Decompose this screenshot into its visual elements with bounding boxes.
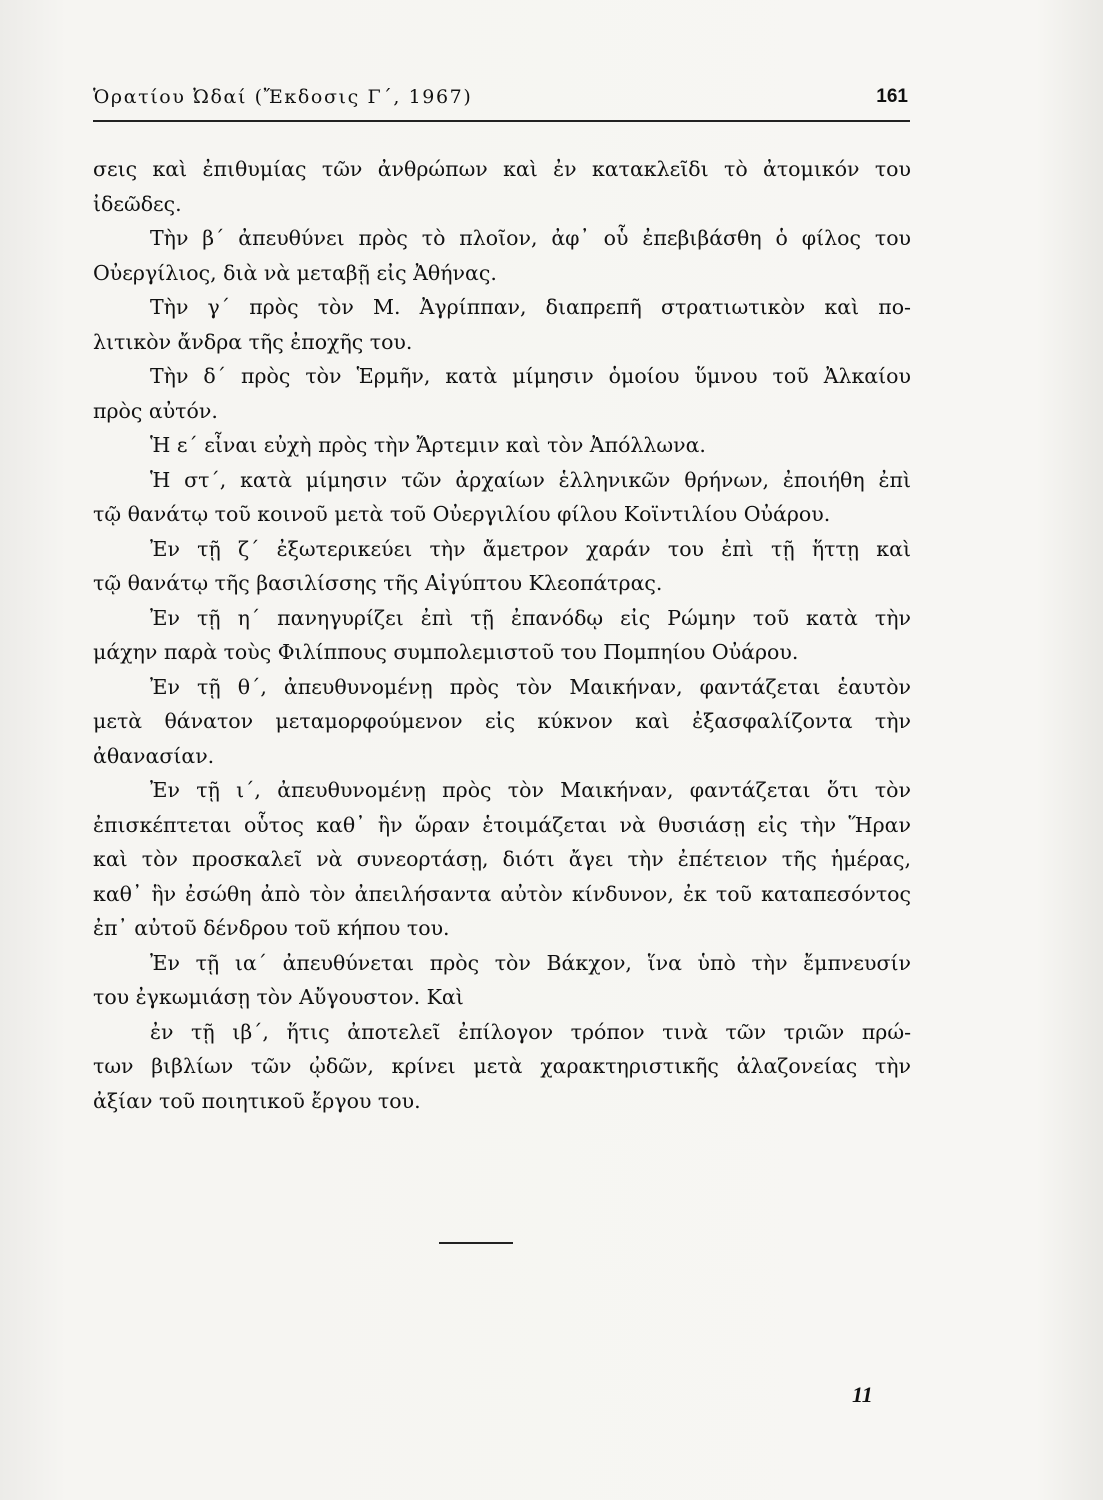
text-line: καὶ τὸν προσκαλεῖ νὰ συνεορτάσῃ, διότι ἄγει τὴν ἐπέτειον τῆς ἡμέρας, xyxy=(93,847,911,871)
text-line: ἰδεῶδες. xyxy=(93,191,182,216)
text-line: σεις καὶ ἐπιθυμίας τῶν ἀνθρώπων καὶ ἐν κατακλεῖδι τὸ ἀτομικόν του xyxy=(93,157,911,181)
running-header xyxy=(93,86,910,122)
paragraph xyxy=(93,290,911,359)
text-line: καθ᾿ ἣν ἐσώθη ἀπὸ τὸν ἀπειλήσαντα αὐτὸν κίνδυνον, ἐκ τοῦ καταπεσόντος xyxy=(93,881,911,906)
text-line: ἀξίαν τοῦ ποιητικοῦ ἔργου του. xyxy=(93,1088,421,1113)
text-line: Ἐν τῇ θ΄, ἀπευθυνομένῃ πρὸς τὸν Μαικήναν, φαντάζεται ἑαυτὸν xyxy=(150,674,911,699)
paragraph xyxy=(93,428,911,463)
paragraph xyxy=(93,1015,911,1119)
signature-mark: 11 xyxy=(852,1382,873,1407)
paragraph xyxy=(93,463,911,532)
text-line: ἀθανασίαν. xyxy=(93,743,215,768)
paragraph xyxy=(93,532,911,601)
text-line: Ἐν τῇ ια΄ ἀπευθύνεται πρὸς τὸν Βάκχον, ἵνα ὑπὸ τὴν ἔμπνευσίν xyxy=(150,950,911,975)
text-line: ἐπισκέπτεται οὗτος καθ᾿ ἣν ὥραν ἑτοιμάζεται νὰ θυσιάσῃ εἰς τὴν Ἥραν xyxy=(93,812,911,837)
paragraph xyxy=(93,152,911,221)
text-line: Τὴν δ΄ πρὸς τὸν Ἑρμῆν, κατὰ μίμησιν ὁμοίου ὕμνου τοῦ Ἀλκαίου xyxy=(150,364,911,388)
paragraph xyxy=(93,773,911,946)
text-line: Οὐεργίλιος, διὰ νὰ μεταβῇ εἰς Ἀθήνας. xyxy=(93,260,497,285)
text-line: τῷ θανάτῳ τοῦ κοινοῦ μετὰ τοῦ Οὐεργιλίου φίλου Κοϊντιλίου Οὐάρου. xyxy=(93,502,831,526)
text-line: Τὴν γ΄ πρὸς τὸν Μ. Ἀγρίππαν, διαπρεπῆ στρατιωτικὸν καὶ πο- xyxy=(150,295,911,319)
section-end-rule xyxy=(439,1242,513,1244)
paragraph xyxy=(93,221,911,290)
text-line: ἐν τῇ ιβ΄, ἥτις ἀποτελεῖ ἐπίλογον τρόπον τινὰ τῶν τριῶν πρώ- xyxy=(150,1019,911,1044)
paragraph xyxy=(93,359,911,428)
paragraph xyxy=(93,946,911,1015)
body-text xyxy=(93,152,911,1118)
running-title: Ὁρατίου Ὠδαί (Ἔκδοσις Γ΄, 1967) xyxy=(93,86,473,108)
text-line: Ἐν τῇ η΄ πανηγυρίζει ἐπὶ τῇ ἐπανόδῳ εἰς Ρώμην τοῦ κατὰ τὴν xyxy=(150,605,911,630)
text-line: λιτικὸν ἄνδρα τῆς ἐποχῆς του. xyxy=(93,329,413,354)
text-line: πρὸς αὐτόν. xyxy=(93,398,218,423)
text-line: ἐπ᾿ αὐτοῦ δένδρου τοῦ κήπου του. xyxy=(93,916,450,940)
text-line: Ἡ στ΄, κατὰ μίμησιν τῶν ἀρχαίων ἑλληνικῶν θρήνων, ἐποιήθη ἐπὶ xyxy=(150,467,911,492)
text-line: Ἡ ε΄ εἶναι εὐχὴ πρὸς τὴν Ἄρτεμιν καὶ τὸν Ἀπόλλωνα. xyxy=(150,433,706,457)
text-line: τῷ θανάτῳ τῆς βασιλίσσης τῆς Αἰγύπτου Κλεοπάτρας. xyxy=(93,571,663,595)
text-line: μάχην παρὰ τοὺς Φιλίππους συμπολεμιστοῦ του Πομπηίου Οὐάρου. xyxy=(93,640,799,664)
text-line: Ἐν τῇ ι΄, ἀπευθυνομένῃ πρὸς τὸν Μαικήναν, φαντάζεται ὅτι τὸν xyxy=(150,778,911,802)
text-line: Τὴν β΄ ἀπευθύνει πρὸς τὸ πλοῖον, ἀφ᾿ οὗ ἐπεβιβάσθη ὁ φίλος του xyxy=(150,226,911,250)
text-line: μετὰ θάνατον μεταμορφούμενον εἰς κύκνον καὶ ἐξασφαλίζοντα τὴν xyxy=(93,709,911,733)
paragraph xyxy=(93,601,911,670)
text-line: του ἐγκωμιάσῃ τὸν Αὔγουστον. Καὶ xyxy=(93,985,464,1009)
text-line: Ἐν τῇ ζ΄ ἐξωτερικεύει τὴν ἄμετρον χαράν του ἐπὶ τῇ ἥττῃ καὶ xyxy=(150,536,911,561)
text-line: των βιβλίων τῶν ᾠδῶν, κρίνει μετὰ χαρακτηριστικῆς ἀλαζονείας τὴν xyxy=(93,1054,911,1078)
page-number: 161 xyxy=(876,86,908,107)
paragraph xyxy=(93,670,911,774)
